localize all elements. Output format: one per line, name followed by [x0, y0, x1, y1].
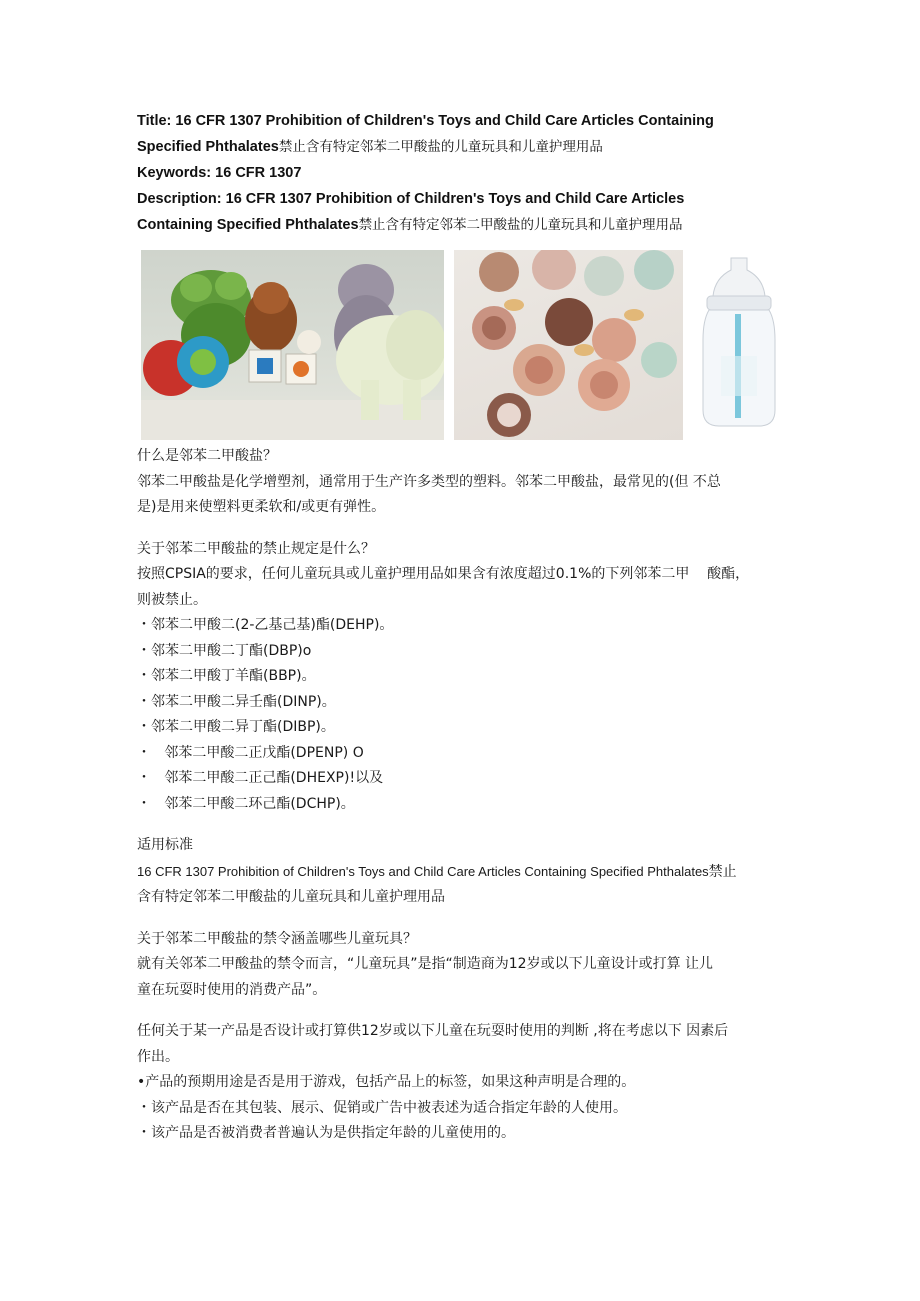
section1-line1: 邻苯二甲酸盐是化学增塑剂，通常用于生产许多类型的塑料。邻苯二甲酸盐，最常见的(但 不总 — [137, 473, 721, 490]
title-en: 16 CFR 1307 Prohibition of Children's Toys and Child Care Articles Containing — [175, 113, 714, 129]
product-images — [141, 250, 797, 444]
section3-heading: 适用标准 — [137, 837, 193, 853]
list-item: ・ 邻苯二甲酸二正戊酯(DPENP) O — [137, 744, 364, 761]
document-page — [137, 108, 797, 1147]
section1-heading: 什么是邻苯二甲酸盐？ — [137, 448, 277, 464]
pacifiers-illustration — [454, 250, 683, 440]
description-line-2 — [137, 212, 797, 238]
list-item: ・邻苯二甲酸二异壬酯(DINP)。 — [137, 693, 336, 710]
toys-photo — [141, 250, 444, 440]
list-item: ・ 邻苯二甲酸二环己酯(DCHP)。 — [137, 795, 355, 812]
section3-line1 — [137, 859, 797, 886]
metadata-block — [137, 108, 797, 238]
pacifiers-photo — [454, 250, 683, 440]
title-en-2: Specified Phthalates — [137, 139, 279, 155]
standard-name-cn: 禁止 — [708, 863, 737, 880]
keywords-line — [137, 160, 797, 186]
list-item: ・该产品是否被消费者普遍认为是供指定年龄的儿童使用的。 — [137, 1125, 515, 1141]
description-line — [137, 186, 797, 212]
section4-line2: 童在玩耍时使用的消费产品”。 — [137, 981, 327, 998]
list-item: ・邻苯二甲酸二(2-乙基己基)酯(DEHP)。 — [137, 617, 394, 633]
description-en: 16 CFR 1307 Prohibition of Children's Toys and Child Care Articles — [225, 191, 685, 207]
baby-bottle-photo — [697, 256, 781, 430]
title-line — [137, 108, 797, 134]
keywords-value: 16 CFR 1307 — [215, 165, 302, 181]
description-cn: 禁止含有特定邻苯二甲酸盐的儿童玩具和儿童护理用品 — [358, 217, 683, 232]
section2-line1: 按照CPSIA的要求，任何儿童玩具或儿童护理用品如果含有浓度超过0.1%的下列邻苯二甲 酸酯， — [137, 566, 750, 582]
title-label: Title: — [137, 113, 172, 129]
section5-line2: 作出。 — [137, 1048, 179, 1065]
list-item: ・邻苯二甲酸丁羊酯(BBP)。 — [137, 668, 316, 684]
keywords-label: Keywords: — [137, 165, 212, 181]
description-label: Description: — [137, 191, 222, 207]
section4-line1: 就有关邻苯二甲酸盐的禁令而言，“儿童玩具”是指“制造商为12岁或以下儿童设计或打算 让儿 — [137, 956, 714, 972]
section2-line2: 则被禁止。 — [137, 591, 207, 608]
section2-heading: 关于邻苯二甲酸盐的禁止规定是什么？ — [137, 540, 375, 557]
bottle-illustration — [697, 256, 781, 430]
section3-line2: 含有特定邻苯二甲酸盐的儿童玩具和儿童护理用品 — [137, 889, 445, 905]
list-item: ・邻苯二甲酸二丁酯(DBP)o — [137, 642, 312, 659]
section4-heading: 关于邻苯二甲酸盐的禁令涵盖哪些儿童玩具？ — [137, 930, 417, 947]
section5-line1: 任何关于某一产品是否设计或打算供12岁或以下儿童在玩耍时使用的判断 ,将在考虑以下 因素后 — [137, 1023, 729, 1039]
standard-name-en: 16 CFR 1307 Prohibition of Children's Toys and Child Care Articles Containing Specified Phthalates — [137, 863, 709, 879]
list-item: ・邻苯二甲酸二异丁酯(DIBP)。 — [137, 719, 335, 735]
body-content — [137, 444, 797, 1147]
list-item: ・ 邻苯二甲酸二正己酯(DHEXP)!以及 — [137, 770, 384, 786]
description-en-2: Containing Specified Phthalates — [137, 217, 359, 233]
list-item: •产品的预期用途是否是用于游戏，包括产品上的标签，如果这种声明是合理的。 — [137, 1074, 636, 1090]
section1-line2: 是)是用来使塑料更柔软和/或更有弹性。 — [137, 499, 386, 515]
list-item: ・该产品是否在其包装、展示、促销或广告中被表述为适合指定年龄的人使用。 — [137, 1099, 627, 1116]
toys-illustration — [141, 250, 444, 440]
title-line-2 — [137, 134, 797, 160]
title-cn: 禁止含有特定邻苯二甲酸盐的儿童玩具和儿童护理用品 — [278, 139, 603, 154]
